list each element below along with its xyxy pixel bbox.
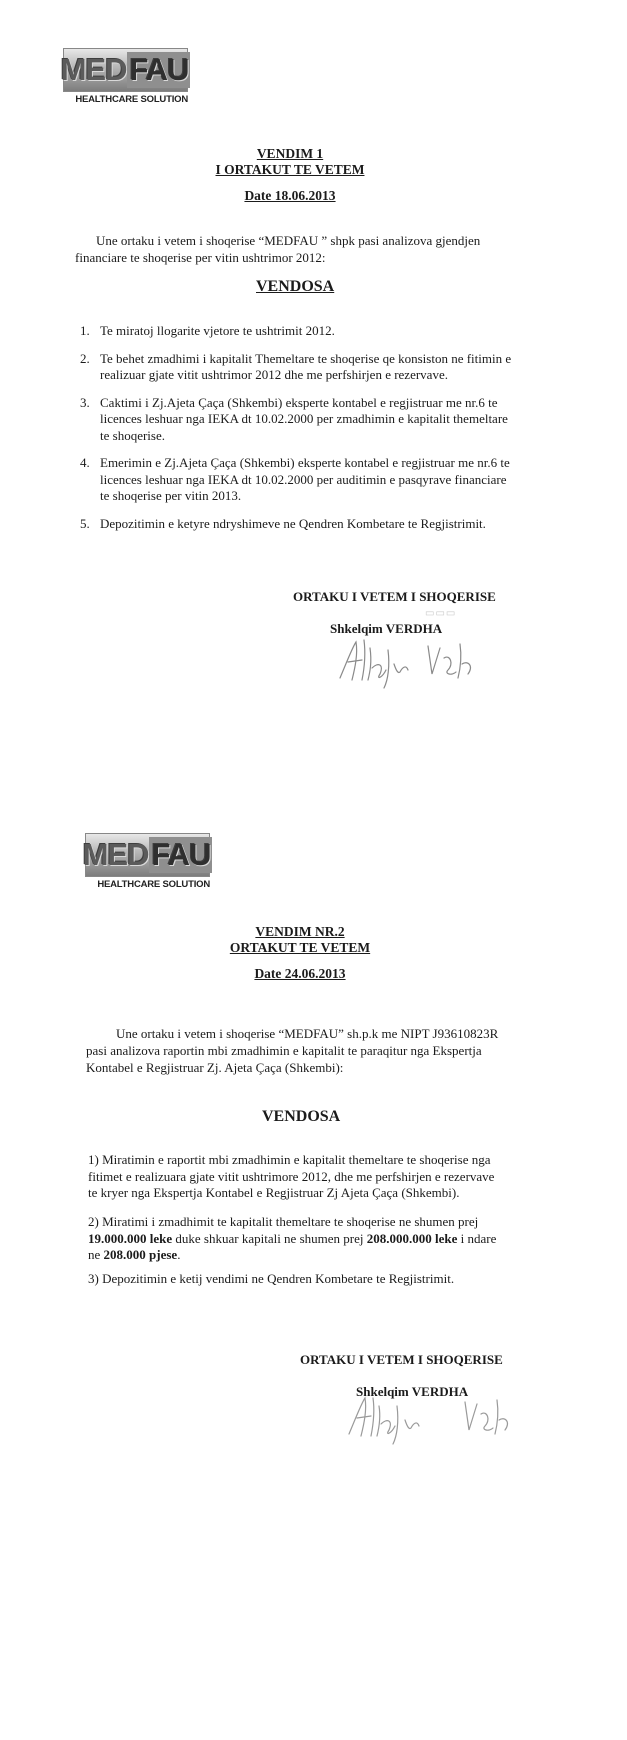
logo-text-left: MED (60, 52, 127, 87)
signature-1 (336, 634, 486, 694)
logo-tagline: HEALTHCARE SOLUTION (97, 879, 210, 890)
decision1-title: VENDIM 1 (256, 146, 324, 161)
decision2-resolution-3: 3) Depozitimin e ketij vendimi ne Qendren Kombetare te Regjistrimit. (88, 1271, 455, 1286)
logo-text-right: FAU (129, 52, 189, 87)
logo-text-left: MED (82, 837, 149, 872)
decision2-subtitle: ORTAKUT TE VETEM (229, 940, 371, 955)
decision1-subtitle: I ORTAKUT TE VETEM (215, 162, 365, 177)
signature-2 (345, 1390, 535, 1446)
logo-mark (82, 833, 211, 877)
decision2-date: Date 24.06.2013 (254, 966, 346, 981)
decision1-intro-line1: Une ortaku i vetem i shoqerise “MEDFAU ” shpk pasi analizova gjendjen (96, 233, 481, 248)
decision1-signer-title: ORTAKU I VETEM I SHOQERISE (293, 589, 496, 604)
decision1-signer-name: Shkelqim VERDHA (330, 621, 443, 636)
decision2-resolution-1: 1) Miratimin e raportit mbi zmadhimin e kapitalit themeltare te shoqerise nga fitimet e realizuara gjate vitit ushtrimore 2012, dhe me perfshirjen e rezervave te kryer nga Ekspertja Kontabel e Regjistruar Zj Ajeta Çaça (Shkembi). (88, 1152, 495, 1200)
decision1-intro-line2: financiare te shoqerise per vitin ushtrimor 2012: (75, 250, 326, 265)
decision2-intro-line3: Kontabel e Regjistruar Zj. Ajeta Çaça (Shkembi): (86, 1060, 344, 1075)
list-item: 4. Emerimin e Zj.Ajeta Çaça (Shkembi) eksperte kontabel e regjistruar me nr.6 te licences leshuar nga IEKA dt 10.02.2000 per auditimin e pasqyrave financiare te shoqerise per vitin 2013. (80, 455, 510, 503)
logo-mark (60, 48, 189, 92)
decision2-intro-line1: Une ortaku i vetem i shoqerise “MEDFAU” sh.p.k me NIPT J93610823R (116, 1026, 499, 1041)
stamp-mark: ▭▭▭ (425, 608, 457, 619)
decision1-date: Date 18.06.2013 (244, 188, 336, 203)
logo-text-right: FAU (151, 837, 211, 872)
list-item: 5. Depozitimin e ketyre ndryshimeve ne Qendren Kombetare te Regjistrimit. (80, 515, 486, 531)
decision2-signer-name: Shkelqim VERDHA (356, 1384, 469, 1399)
medfau-logo-2 (82, 833, 211, 890)
decision2-signer-title: ORTAKU I VETEM I SHOQERISE (300, 1352, 503, 1367)
medfau-logo (60, 48, 189, 105)
list-item: 2. Te behet zmadhimi i kapitalit Themeltare te shoqerise qe konsiston ne fitimin e realizuar gjate vitit ushtrimor 2012 dhe me perfshirjen e rezervave. (80, 350, 512, 382)
decision2-heading: VENDOSA (262, 1108, 341, 1125)
decision2-intro-line2: pasi analizova raportin mbi zmadhimin e kapitalit te paraqitur nga Ekspertja (86, 1043, 482, 1058)
decision2-title: VENDIM NR.2 (255, 924, 345, 939)
list-item: 3. Caktimi i Zj.Ajeta Çaça (Shkembi) eksperte kontabel e regjistruar me nr.6 te licences leshuar nga IEKA dt 10.02.2000 per zmadhimin e kapitalit themeltare te shoqerise. (80, 394, 508, 443)
list-item: 1. Te miratoj llogarite vjetore te ushtrimit 2012. (80, 323, 335, 338)
decision1-heading: VENDOSA (256, 278, 335, 295)
logo-tagline: HEALTHCARE SOLUTION (75, 94, 188, 105)
decision2-resolution-2: 2) Miratimi i zmadhimit te kapitalit themeltare te shoqerise ne shumen prej 19.000.000 leke duke shkuar kapitali ne shumen prej 208.000.000 leke i ndare ne 208.000 pjese. (88, 1214, 497, 1262)
decision1-list (76, 323, 546, 543)
